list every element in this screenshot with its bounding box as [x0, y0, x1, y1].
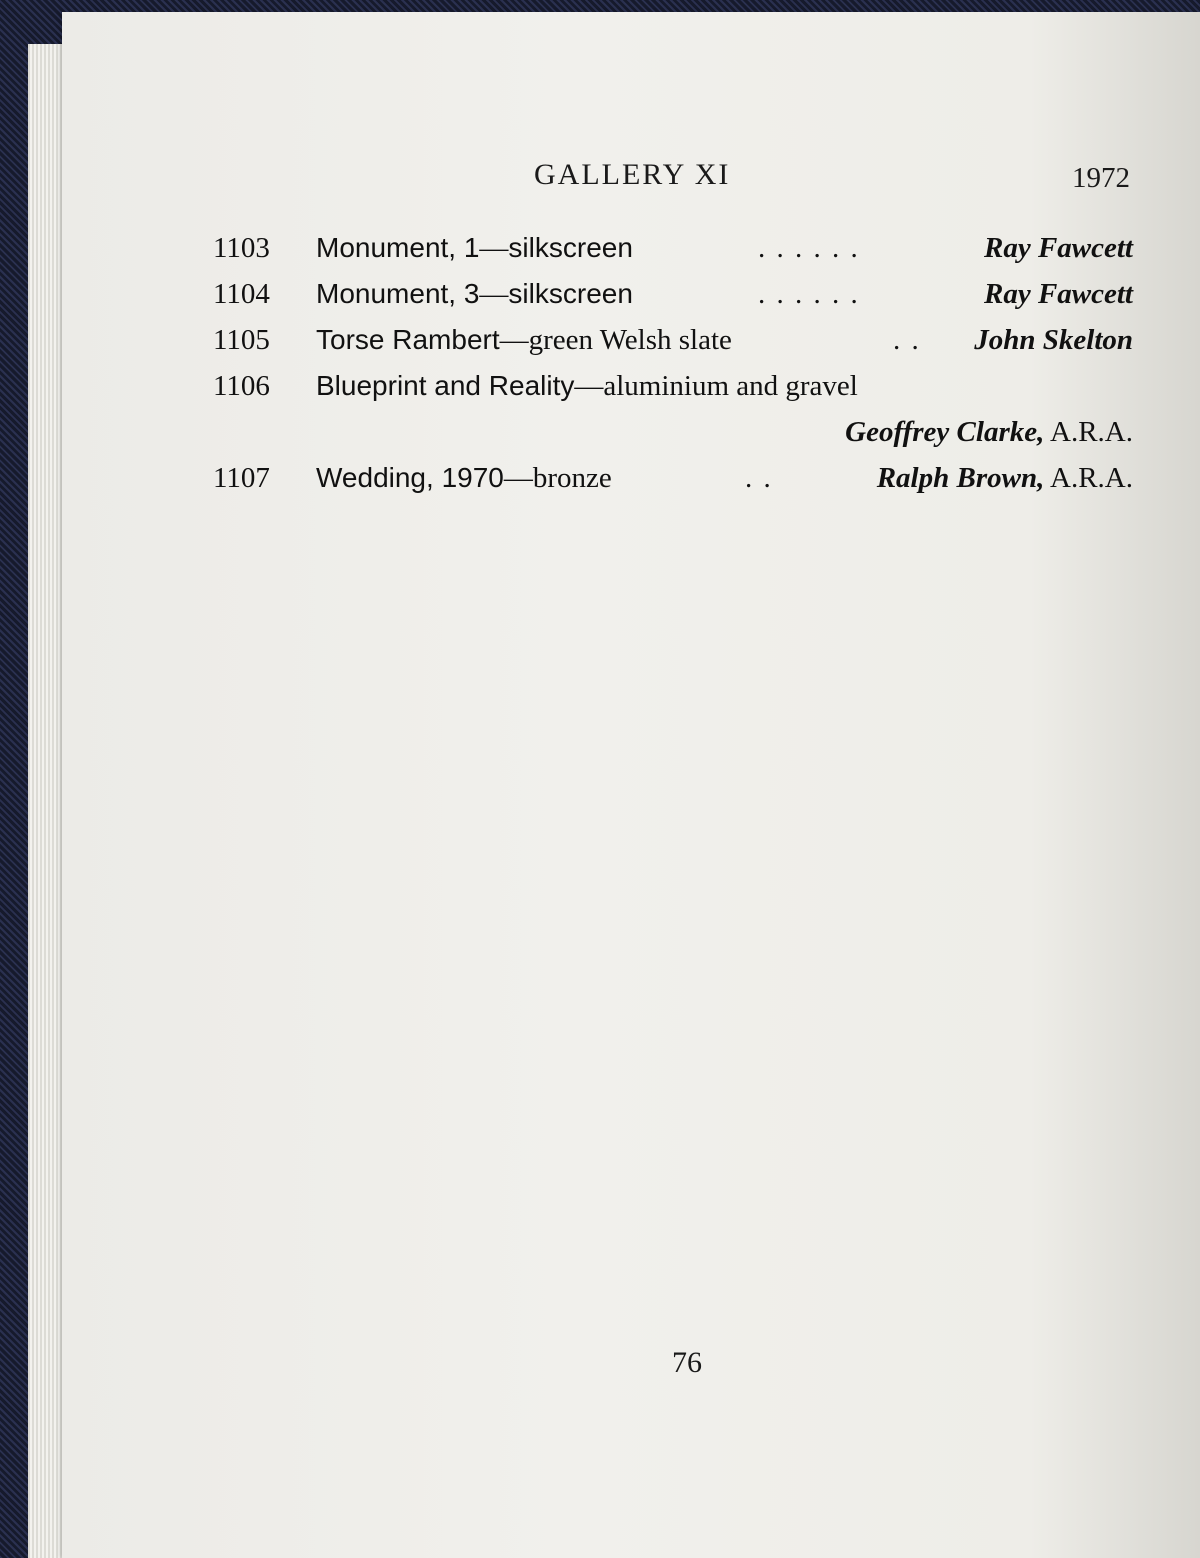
entry-artist: [877, 455, 1133, 501]
dot-leader: . .: [745, 462, 773, 494]
artist-name: John Skelton: [974, 324, 1133, 356]
entry-title: Torse Rambert: [316, 324, 500, 355]
entry-medium: silkscreen: [508, 278, 633, 309]
entry-work: [316, 271, 633, 317]
entry-number: 1106: [213, 370, 270, 402]
entry-number: 1107: [213, 462, 270, 494]
entry-number: 1104: [213, 278, 270, 310]
entry-title: Wedding, 1970: [316, 462, 504, 493]
entry-work: [316, 225, 633, 271]
year: 1972: [1072, 162, 1130, 194]
dash: —: [503, 462, 533, 494]
catalogue-entry-continued: [213, 409, 1133, 455]
entry-work: [316, 363, 858, 409]
entry-artist: [845, 409, 1133, 455]
catalogue-entry: [213, 455, 1133, 501]
dot-leader: . . . . . .: [758, 278, 860, 310]
entry-number: 1105: [213, 324, 270, 356]
entry-title: Blueprint and Reality: [316, 370, 575, 401]
entry-artist: [974, 317, 1133, 363]
page-number: 76: [672, 1346, 702, 1379]
dash: —: [479, 278, 509, 310]
artist-honour: A.R.A.: [1044, 416, 1133, 448]
catalogue-entry: [213, 363, 1133, 409]
entry-medium: green Welsh slate: [528, 324, 732, 356]
entry-medium: silkscreen: [508, 232, 633, 263]
dash: —: [499, 324, 529, 356]
artist-name: Ray Fawcett: [983, 232, 1133, 264]
dot-leader: . .: [893, 324, 921, 356]
entry-artist: [984, 225, 1133, 271]
catalogue-entry: [213, 225, 1133, 271]
entry-artist: [984, 271, 1133, 317]
entry-title: Monument, 1: [316, 232, 480, 263]
page-header: [0, 158, 1200, 198]
dash: —: [479, 232, 509, 264]
catalogue-entry: [213, 271, 1133, 317]
entry-medium: aluminium and gravel: [603, 370, 858, 402]
gallery-title: GALLERY XI: [534, 158, 731, 191]
entry-title: Monument, 3: [316, 278, 480, 309]
dash: —: [574, 370, 604, 402]
entry-work: [316, 455, 612, 501]
catalogue-entries: [213, 225, 1133, 501]
artist-name: Geoffrey Clarke,: [845, 416, 1045, 448]
entry-medium: bronze: [532, 462, 612, 494]
artist-honour: A.R.A.: [1044, 462, 1133, 494]
dot-leader: . . . . . .: [758, 232, 860, 264]
entry-work: [316, 317, 732, 363]
catalogue-entry: [213, 317, 1133, 363]
artist-name: Ralph Brown,: [876, 462, 1045, 494]
entry-number: 1103: [213, 232, 270, 264]
artist-name: Ray Fawcett: [983, 278, 1133, 310]
